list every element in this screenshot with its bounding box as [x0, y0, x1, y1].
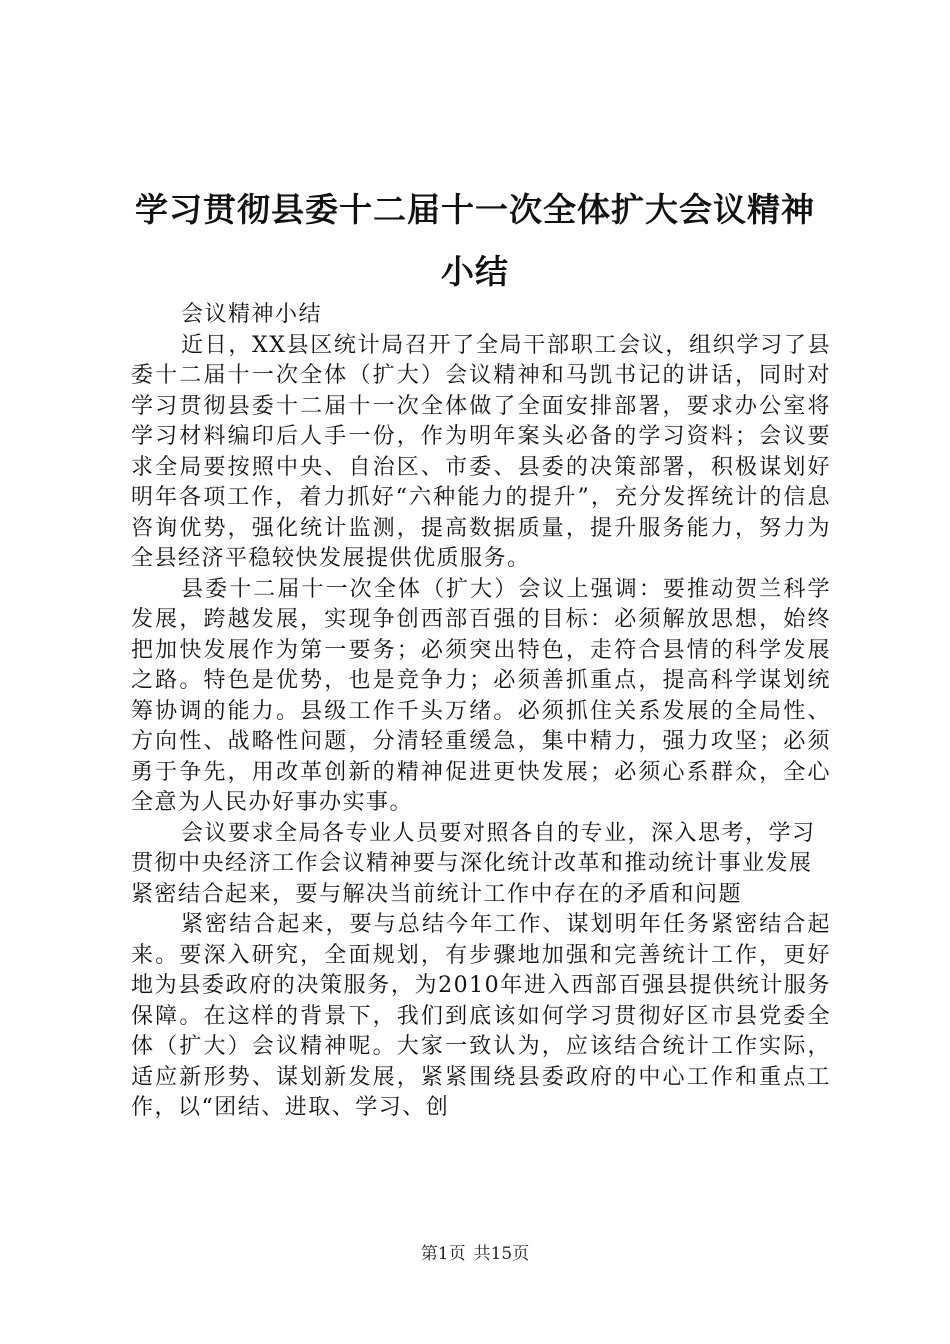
page-footer [0, 1243, 950, 1265]
body-paragraph: 会议要求全局各专业人员要对照各自的专业，深入思考，学习贯彻中央经济工作会议精神要与深化统计改革和推动统计事业发展紧密结合起来，要与解决当前统计工作中存在的矛盾和问题 [131, 820, 816, 907]
subtitle-paragraph: 会议精神小结 [181, 302, 323, 327]
document-body [131, 300, 831, 1124]
page-total: 共15页 [473, 1244, 530, 1264]
document-title-line-2: 小结 [441, 252, 509, 291]
body-paragraph: 县委十二届十一次全体（扩大）会议上强调：要推动贺兰科学发展，跨越发展，实现争创西部百强的目标：必须解放思想，始终把加快发展作为第一要务；必须突出特色，走符合县情的科学发展之路。特色是优势，也是竞争力；必须善抓重点，提高科学谋划统筹协调的能力。县级工作千头万绪。必须抓住关系发展的全局性、方向性、战略性问题，分清轻重缓急，集中精力，强力攻坚；必须勇于争先，用改革创新的精神促进更快发展；必须心系群众，全心全意为人民办好事办实事。 [131, 576, 831, 815]
document-title-line-1: 学习贯彻县委十二届十一次全体扩大会议精神 [135, 190, 815, 229]
body-paragraph: 紧密结合起来，要与总结今年工作、谋划明年任务紧密结合起来。要深入研究，全面规划，有步骤地加强和完善统计工作，更好地为县委政府的决策服务，为2010年进入西部百强县提供统计服务保障。在这样的背景下，我们到底该如何学习贯彻好区市县党委全体（扩大）会议精神呢。大家一致认为，应该结合统计工作实际，适应新形势、谋划新发展，紧紧围绕县委政府的中心工作和重点工作，以“团结、进取、学习、创 [131, 912, 831, 1120]
body-paragraph: 近日，XX县区统计局召开了全局干部职工会议，组织学习了县委十二届十一次全体（扩大）会议精神和马凯书记的讲话，同时对学习贯彻县委十二届十一次全体做了全面安排部署，要求办公室将学习材料编印后人手一份，作为明年案头必备的学习资料；会议要求全局要按照中央、自治区、市委、县委的决策部署，积极谋划好明年各项工作，着力抓好“六种能力的提升”，充分发挥统计的信息咨询优势，强化统计监测，提高数据质量，提升服务能力，努力为全县经济平稳较快发展提供优质服务。 [131, 332, 831, 571]
page-number: 第1页 [420, 1244, 466, 1264]
